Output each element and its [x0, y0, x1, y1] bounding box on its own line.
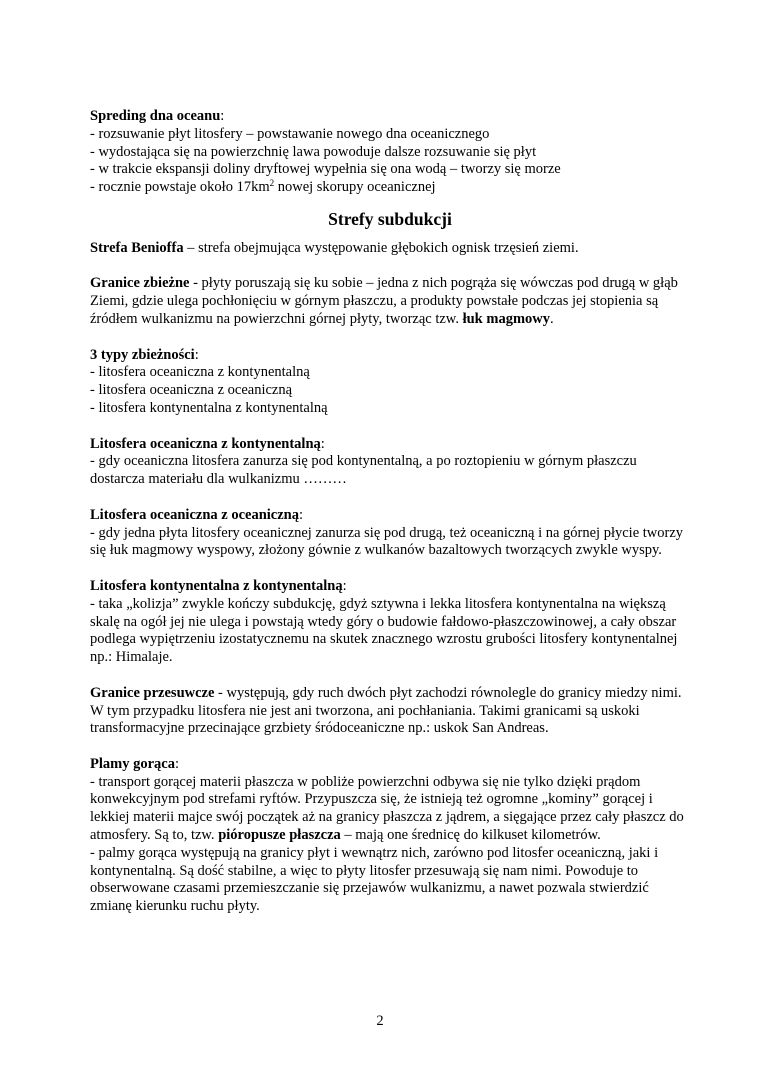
- spreading-item-4-suffix: nowej skorupy oceanicznej: [274, 179, 436, 196]
- benioff-paragraph: [90, 240, 690, 258]
- cont-cont-heading: Litosfera kontynentalna z kontynentalną: [90, 577, 343, 594]
- benioff-term: Strefa Benioffa: [90, 239, 184, 256]
- colon: :: [342, 577, 347, 594]
- magmatic-arc-term: łuk magmowy: [462, 310, 550, 327]
- types-item-2: - litosfera oceaniczna z oceaniczną: [90, 382, 293, 399]
- section-title: Strefy subdukcji: [328, 208, 452, 229]
- oc-oc-heading-line: [90, 507, 690, 525]
- convergent-paragraph: [90, 275, 690, 328]
- types-heading: 3 typy zbieżności: [90, 346, 195, 363]
- colon: :: [174, 755, 179, 772]
- types-item-1: - litosfera oceaniczna z kontynentalną: [90, 364, 310, 381]
- hotspots-paragraph-2: - palmy gorąca występują na granicy płyt i wewnątrz nich, zarówno pod litosfer oceaniczną, jaki i kontynentalną. Są dość stabilne, a więc to płyty litosfer przesuwają się nam nimi. Powoduje to obserwowane czasami przemieszczanie się przejawów wulkanizmu, a nawet pozwala stwierdzić zmianę kierunku ruchu płyty.: [90, 844, 659, 915]
- hotspots-heading: Plamy gorąca: [90, 755, 175, 772]
- mantle-plume-term: pióropusze płaszcza: [218, 827, 341, 844]
- transform-paragraph: [90, 685, 690, 738]
- cont-cont-heading-line: [90, 578, 690, 596]
- spreading-heading: Spreding dna oceanu: [90, 108, 221, 124]
- cont-cont-text: - taka „kolizja” zwykle kończy subdukcję, gdyż sztywna i lekka litosfera kontynentalna na większą skalę na ogół jej nie ulega i powstają wtedy góry o budowie fałdowo-płaszczowinowej, a cały obszar podlega wypiętrzeniu izostatycznemu na skutek znacznego wzrostu grubości litosfery kontynentalnej np.: Himalaje.: [90, 595, 678, 666]
- spreading-item-2: - wydostająca się na powierzchnię lawa powoduje dalsze rozsuwanie się płyt: [90, 143, 537, 160]
- spreading-item-3: - w trakcie ekspansji doliny dryftowej wypełnia się ona wodą – tworzy się morze: [90, 161, 561, 178]
- spreading-heading-line: [90, 108, 690, 126]
- colon: :: [194, 346, 199, 363]
- types-item-3: - litosfera kontynentalna z kontynentalną: [90, 399, 328, 416]
- types-heading-line: [90, 347, 690, 365]
- convergent-term: Granice zbieżne: [90, 275, 190, 292]
- oc-oc-heading: Litosfera oceaniczna z oceaniczną: [90, 506, 299, 523]
- superscript: 2: [269, 178, 275, 189]
- convergent-text: - płyty poruszają się ku sobie – jedna z nich pogrąża się wówczas pod drugą w głąb Ziemi, gdzie ulega pochłonięciu w górnym płaszczu, a produkty powstałe podczas jej stopienia są źródłem wulkanizmu na powierzchni górnej płyty, tworząc tzw.: [90, 275, 678, 327]
- oc-oc-text: - gdy jedna płyta litosfery oceanicznej zanurza się pod drugą, też oceaniczną i na górnej płycie tworzy się łuk magmowy wyspowy, złożony gównie z wulkanów bazaltowych tworzących zwykle wyspy.: [90, 524, 684, 559]
- spreading-item-4-prefix: - rocznie powstaje około 17km: [90, 179, 270, 196]
- period: .: [550, 310, 554, 327]
- hotspots-p1-end: – mają one średnicę do kilkuset kilometrów.: [340, 827, 601, 844]
- colon: :: [298, 506, 304, 523]
- colon: :: [320, 435, 325, 452]
- spreading-item-1: - rozsuwanie płyt litosfery – powstawanie nowego dna oceanicznego: [90, 125, 490, 142]
- hotspots-paragraph-1: [90, 774, 690, 845]
- spreading-item-4: [90, 179, 690, 197]
- oc-cont-heading: Litosfera oceaniczna z kontynentalną: [90, 435, 321, 452]
- oc-cont-text: - gdy oceaniczna litosfera zanurza się pod kontynentalną, a po roztopieniu w górnym płaszczu dostarcza materiału dla wulkanizmu ………: [90, 453, 637, 488]
- oc-cont-heading-line: [90, 436, 690, 454]
- document-body: [90, 108, 690, 916]
- transform-text: - występują, gdy ruch dwóch płyt zachodzi równolegle do granicy miedzy nimi. W tym przypadku litosfera nie jest ani tworzona, ani pochłaniania. Takimi granicami są uskoki transformacyjne przecinające grzbiety śródoceaniczne np.: uskok San Andreas.: [90, 684, 682, 737]
- hotspots-heading-line: [90, 756, 690, 774]
- transform-term: Granice przesuwcze: [90, 684, 215, 701]
- page-number: 2: [376, 1013, 384, 1029]
- colon: :: [220, 108, 225, 124]
- hotspots-p1-text: - transport gorącej materii płaszcza w pobliże powierzchni odbywa się nie tylko dzięki prądom konwekcyjnym pod strefami ryftów. Przypuszcza się, że istnieją też ogromne „kominy” gorącej i lekkiej materii majce swój początek aż na granicy płaszcza z jądrem, a sięgające przez cały płaszcz do atmosfery. Są to, tzw.: [90, 773, 684, 844]
- benioff-text: – strefa obejmująca występowanie głębokich ognisk trzęsień ziemi.: [183, 239, 579, 256]
